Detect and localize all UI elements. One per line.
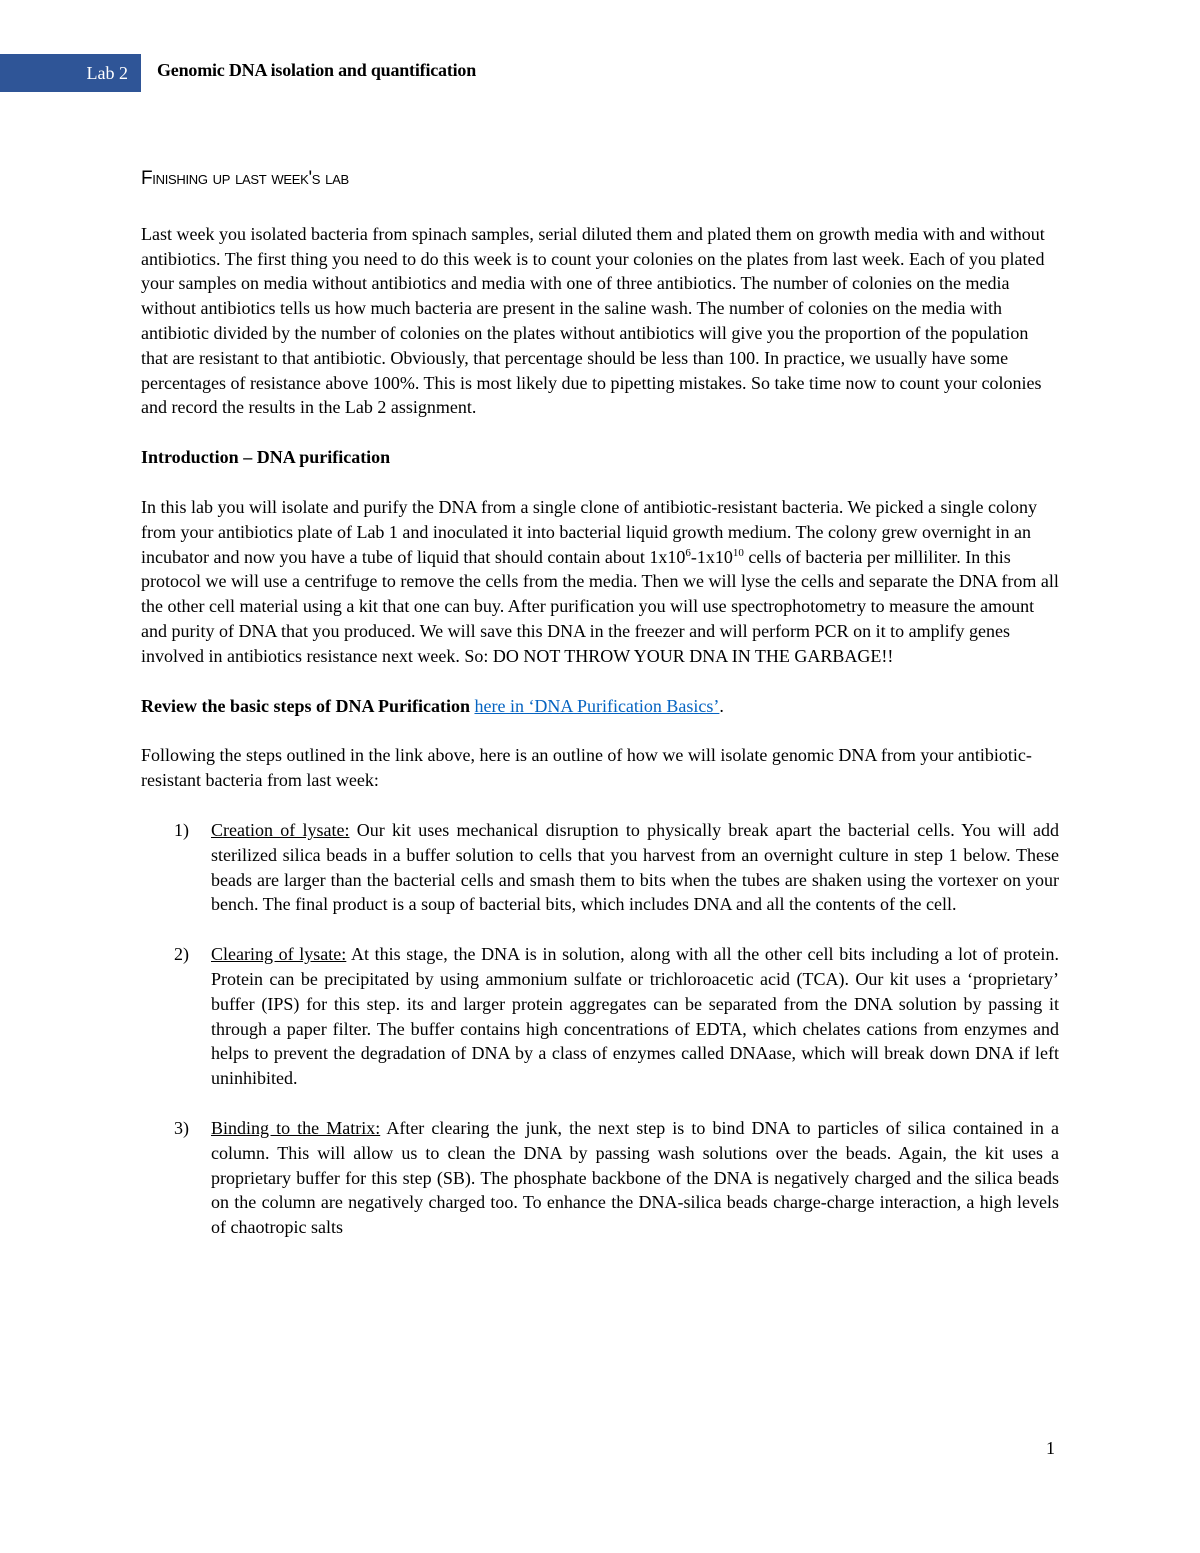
page-number: 1 <box>1046 1438 1055 1458</box>
step-title: Binding to the Matrix: <box>211 1117 381 1138</box>
steps-list <box>141 818 1059 1240</box>
step-title: Clearing of lysate: <box>211 944 347 965</box>
heading-introduction: Introduction – DNA purification <box>141 447 391 468</box>
paragraph-finishing: Last week you isolated bacteria from spinach samples, serial diluted them and plated them on growth media with and without antibiotics. The first thing you need to do this week is to count your colonies on the plates from last week. Each of you plated your samples on media without antibiotics and media with one of three antibiotics. The number of colonies on the media without antibiotics tells us how much bacteria are present in the saline wash. The number of colonies on the media with antibiotic divided by the number of colonies on the plates without antibiotics will give you the proportion of the population that are resistant to that antibiotic. Obviously, that percentage should be less than 100. In practice, we usually have some percentages of resistance above 100%. This is most likely due to pipetting mistakes. So take time now to count your colonies and record the results in the Lab 2 assignment. <box>141 223 1045 418</box>
section-heading-finishing: Finishing up last week's lab <box>141 168 349 189</box>
lab-label: Lab 2 <box>86 62 128 83</box>
lab-label-tab <box>0 54 141 92</box>
step-title: Creation of lysate: <box>211 819 350 840</box>
step-number: 3) <box>174 1117 189 1138</box>
step-text: After clearing the junk, the next step is to bind DNA to particles of silica contained in a column. This will allow us to clean the DNA by passing wash solutions over the beads. Again, the kit uses a proprietary buffer for this step (SB). The phosphate backbone of the DNA is negatively charged and the silica beads on the column are negatively charged too. To enhance the DNA-silica beads charge-charge interaction, a high levels of chaotropic salts <box>211 1117 1059 1238</box>
review-line: Review the basic steps of DNA Purification here in ‘DNA Purification Basics’. <box>141 695 724 716</box>
step-number: 1) <box>174 819 189 840</box>
review-bold-text: Review the basic steps of DNA Purification <box>141 695 470 716</box>
step-text: Our kit uses mechanical disruption to physically break apart the bacterial cells. You will add sterilized silica beads in a buffer solution to cells that you harvest from an overnight culture in step 1 below. These beads are larger than the bacterial cells and smash them to bits when the tubes are shaken using the vortexer on your bench. The final product is a soup of bacterial bits, which includes DNA and all the contents of the cell. <box>211 819 1059 915</box>
step-text: At this stage, the DNA is in solution, along with all the other cell bits including a lot of protein. Protein can be precipitated by using ammonium sulfate or trichloroacetic acid (TCA). Our kit uses a ‘proprietary’ buffer (IPS) for this step. its and larger protein aggregates can be separated from the DNA solution by passing it through a paper filter. The buffer contains high concentrations of EDTA, which chelates cations from enzymes and helps to prevent the degradation of DNA by a class of enzymes called DNAase, which will break down DNA if left uninhibited. <box>211 944 1059 1089</box>
list-item <box>141 1116 1059 1240</box>
step-number: 2) <box>174 944 189 965</box>
paragraph-introduction: In this lab you will isolate and purify the DNA from a single clone of antibiotic-resistant bacteria. We picked a single colony from your antibiotics plate of Lab 1 and inoculated it into bacterial liquid growth medium. The colony grew overnight in an incubator and now you have a tube of liquid that should contain about $1x10^6-1x10^{10}$ cells of bacteria per milliliter. In this protocol we will use a centrifuge to remove the cells from the media. Then we will lyse the cells and separate the DNA from all the other cell material using a kit that one can buy. After purification you will use spectrophotometry to measure the amount and purity of DNA that you produced. We will save this DNA in the freezer and will perform PCR on it to amplify genes involved in antibiotics resistance next week. So: DO NOT THROW YOUR DNA IN THE GARBAGE!! <box>141 496 1059 666</box>
list-item <box>141 942 1059 1091</box>
header-title: Genomic DNA isolation and quantification <box>157 60 477 80</box>
outline-intro: Following the steps outlined in the link above, here is an outline of how we will isolate genomic DNA from your antibiotic-resistant bacteria from last week: <box>141 745 1032 791</box>
dna-purification-basics-link[interactable]: here in ‘DNA Purification Basics’ <box>474 695 720 716</box>
document-body <box>141 167 1059 1265</box>
list-item <box>141 818 1059 917</box>
